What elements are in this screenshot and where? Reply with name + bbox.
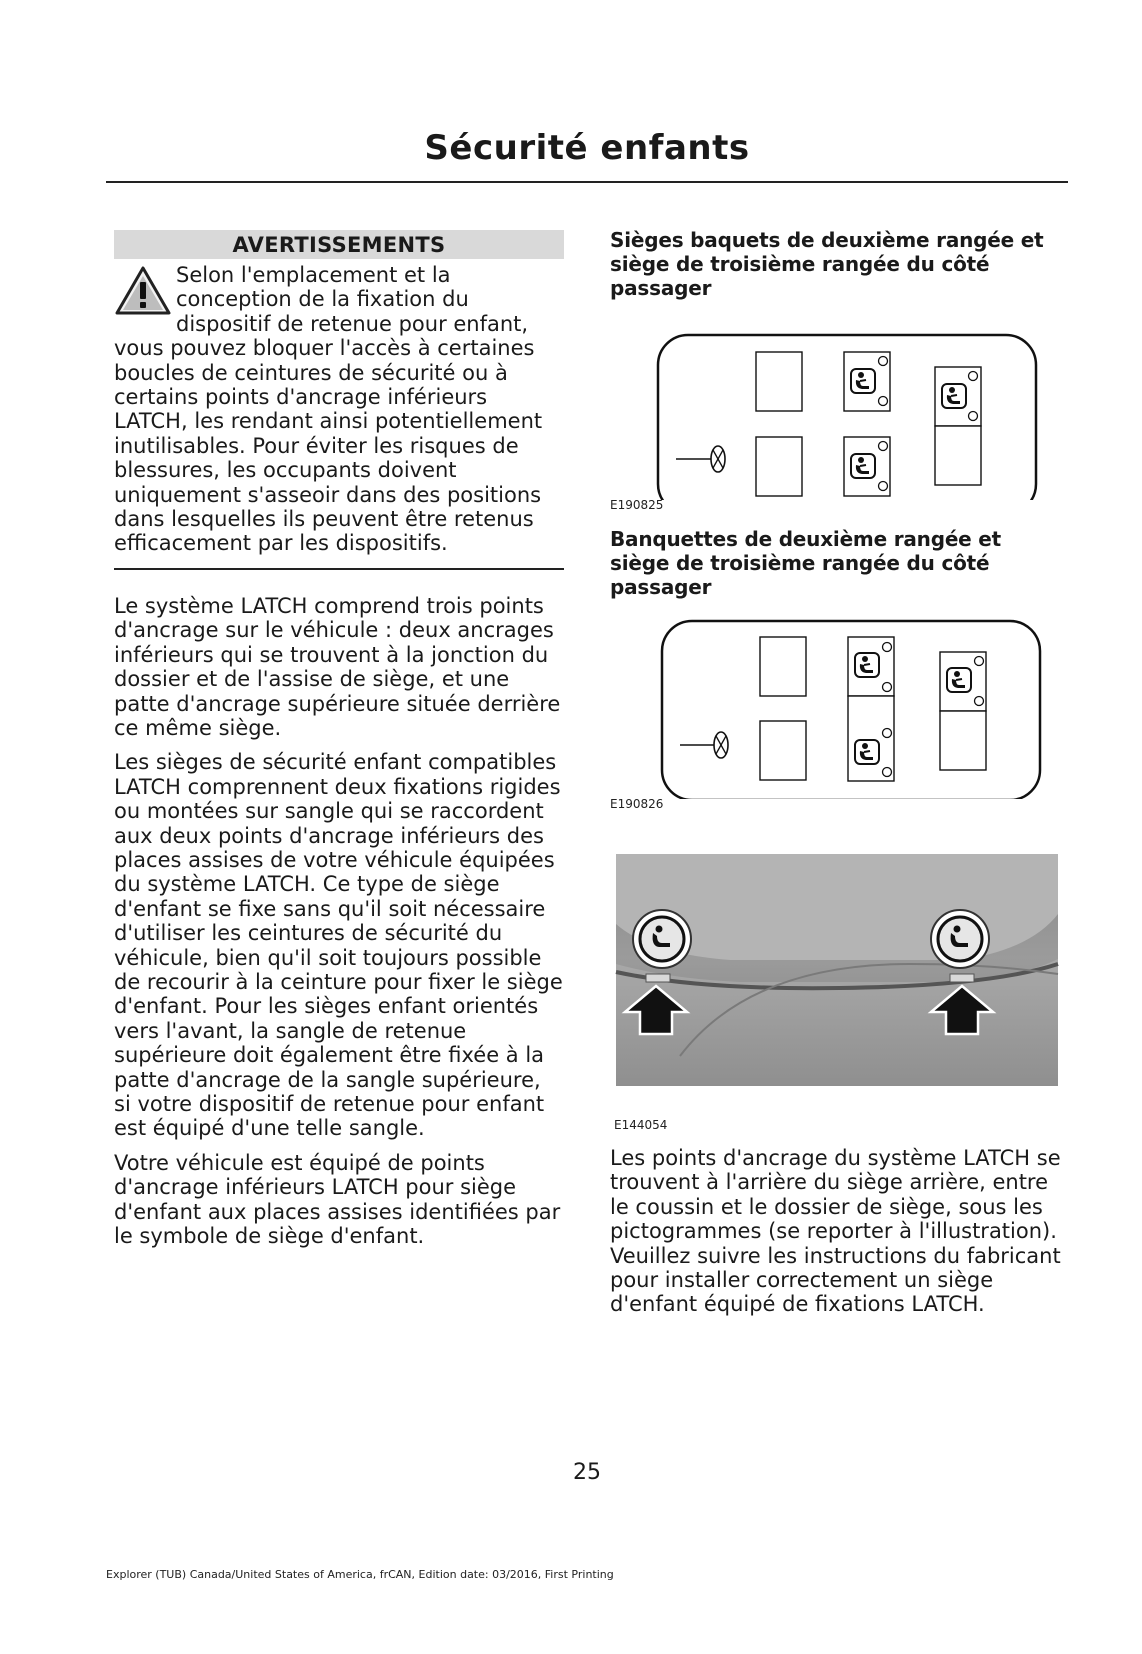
right-column bbox=[610, 228, 1065, 1327]
figure-code-1: E190825 bbox=[610, 498, 664, 512]
latch-vehicle-paragraph: Votre véhicule est équipé de points d'ancrage inférieurs LATCH pour siège d'enfant aux places assises identifiées par le symbole de siège d'enfant. bbox=[114, 1150, 561, 1249]
bench-seats-diagram bbox=[610, 599, 1065, 799]
page-title: Sécurité enfants bbox=[424, 128, 750, 168]
page-number: 25 bbox=[573, 1460, 601, 1485]
latch-anchor-photo bbox=[610, 854, 1065, 1094]
title-divider bbox=[106, 181, 1068, 183]
latch-location-paragraph: Les points d'ancrage du système LATCH se trouvent à l'arrière du siège arrière, entre le coussin et le dossier de siège, sous les pictogrammes (se reporter à l'illustration). Veuillez suivre les instructions du fabricant pour installer correctement un siège d'enfant équipé de fixations LATCH. bbox=[610, 1146, 1061, 1317]
child-seat-icon bbox=[947, 668, 971, 692]
bucket-seats-diagram bbox=[610, 300, 1065, 500]
child-seat-icon bbox=[942, 384, 966, 408]
figure-code-3: E144054 bbox=[614, 1118, 668, 1132]
child-seat-icon bbox=[855, 740, 879, 764]
child-seat-icon bbox=[851, 369, 875, 393]
child-seat-icon bbox=[633, 910, 691, 968]
latch-intro-paragraph: Le système LATCH comprend trois points d'ancrage sur le véhicule : deux ancrages inférieurs qui se trouvent à la jonction du dossier et de l'assise de siège, et une patte d'ancrage supérieure située derrière ce même siège. bbox=[114, 593, 561, 740]
bench-seats-heading: Banquettes de deuxième rangée et siège de troisième rangée du côté passager bbox=[610, 527, 1002, 599]
left-column bbox=[114, 230, 564, 1258]
bucket-seats-heading: Sièges baquets de deuxième rangée et siège de troisième rangée du côté passager bbox=[610, 228, 1044, 300]
warning-divider bbox=[114, 568, 564, 570]
latch-compatible-paragraph: Les sièges de sécurité enfant compatibles LATCH comprennent deux fixations rigides ou montées sur sangle qui se raccordent aux deux points d'ancrage inférieurs des places assises de votre véhicule équipées du système LATCH. Ce type de siège d'enfant se fixe sans qu'il soit nécessaire d'utiliser les ceintures de sécurité du véhicule, bien qu'il soit toujours possible de recourir à la ceinture pour fixer le siège d'enfant. Pour les sièges enfant orientés vers l'avant, la sangle de retenue supérieure doit également être fixée à la patte d'ancrage de la sangle supérieure, si votre dispositif de retenue pour enfant est équipé d'une telle sangle. bbox=[114, 750, 563, 1141]
page-footer: Explorer (TUB) Canada/United States of America, frCAN, Edition date: 03/2016, First Printing bbox=[106, 1568, 614, 1581]
warning-triangle-icon bbox=[114, 265, 172, 317]
warning-body bbox=[114, 259, 564, 556]
child-seat-icon bbox=[931, 910, 989, 968]
warning-box bbox=[114, 230, 564, 570]
warning-text: Selon l'emplacement et la conception de la fixation du dispositif de retenue pour enfant, vous pouvez bloquer l'accès à certaines boucles de ceintures de sécurité ou à certains points d'ancrage inférieurs LATCH, les rendant ainsi potentiellement inutilisables. Pour éviter les risques de blessures, les occupants doivent uniquement s'asseoir dans des positions dans lesquelles ils peuvent être retenus efficacement par les dispositifs. bbox=[114, 263, 543, 556]
figure-code-2: E190826 bbox=[610, 797, 664, 811]
child-seat-icon bbox=[855, 653, 879, 677]
warning-header: AVERTISSEMENTS bbox=[114, 230, 564, 259]
child-seat-icon bbox=[851, 454, 875, 478]
